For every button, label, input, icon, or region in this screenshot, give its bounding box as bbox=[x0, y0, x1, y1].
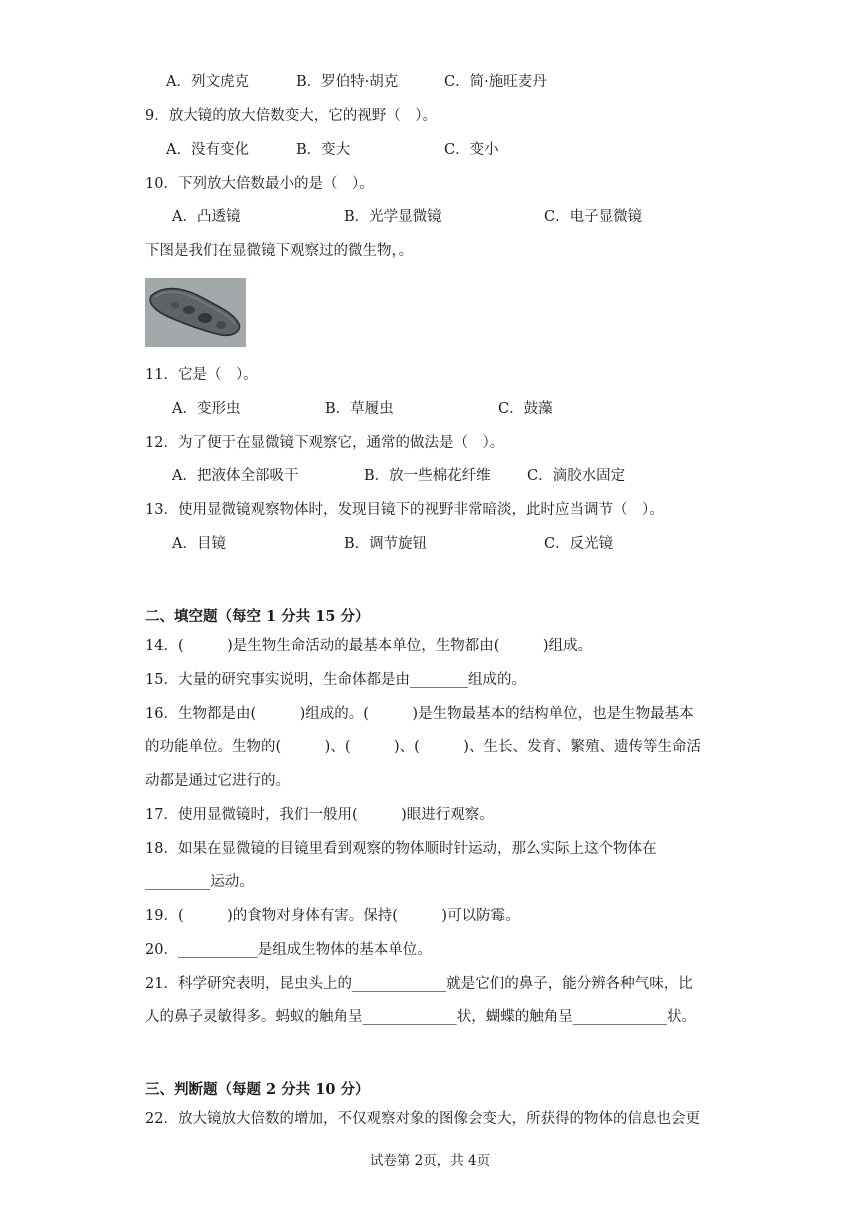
q10-option-a: A．凸透镜 bbox=[172, 209, 241, 225]
q8-option-b: B．罗伯特·胡克 bbox=[296, 74, 399, 90]
question-21-line-1: 21．科学研究表明，昆虫头上的_____________就是它们的鼻子，能分辨各种气味，比 bbox=[145, 976, 693, 992]
q13-option-a: A．目镜 bbox=[172, 536, 226, 552]
section-3-heading: 三、判断题（每题 2 分共 10 分） bbox=[145, 1081, 370, 1098]
q11-option-b: B．草履虫 bbox=[325, 401, 394, 417]
q8-option-a: A．列文虎克 bbox=[166, 74, 249, 90]
image-intro: 下图是我们在显微镜下观察过的微生物，。 bbox=[145, 243, 414, 259]
q12-option-b: B．放一些棉花纤维 bbox=[364, 468, 491, 484]
page-footer: 试卷第 2页，共 4页 bbox=[369, 1153, 491, 1169]
question-21-line-2: 人的鼻子灵敏得多。蚂蚁的触角呈_____________状，蝴蝶的触角呈_____________状。 bbox=[145, 1009, 696, 1025]
question-16-line-2: 的功能单位。生物的( )、( )、( )、生长、发育、繁殖、遗传等生命活 bbox=[145, 739, 701, 755]
question-14: 14．( )是生物生命活动的最基本单位，生物都由( )组成。 bbox=[145, 638, 593, 654]
q12-option-a: A．把液体全部吸干 bbox=[172, 468, 299, 484]
q10-option-c: C．电子显微镜 bbox=[544, 209, 643, 225]
question-17: 17．使用显微镜时，我们一般用( )眼进行观察。 bbox=[145, 807, 494, 823]
section-2-heading: 二、填空题（每空 1 分共 15 分） bbox=[145, 608, 370, 625]
question-20: 20．___________是组成生物体的基本单位。 bbox=[145, 942, 432, 958]
question-18-line-1: 18．如果在显微镜的目镜里看到观察的物体顺时针运动，那么实际上这个物体在 bbox=[145, 841, 657, 857]
q8-option-c: C．简·施旺麦丹 bbox=[444, 74, 547, 90]
question-10: 10．下列放大倍数最小的是（ ）。 bbox=[145, 176, 374, 192]
q11-option-c: C．鼓藻 bbox=[498, 401, 553, 417]
question-22-line-1: 22．放大镜放大倍数的增加，不仅观察对象的图像会变大，所获得的物体的信息也会更 bbox=[145, 1111, 700, 1127]
q11-option-a: A．变形虫 bbox=[172, 401, 241, 417]
question-15: 15．大量的研究事实说明，生命体都是由________组成的。 bbox=[145, 672, 526, 688]
q9-option-b: B．变大 bbox=[296, 142, 351, 158]
question-16-line-3: 动都是通过它进行的。 bbox=[145, 773, 290, 789]
question-11: 11．它是（ ）。 bbox=[145, 367, 258, 383]
paramecium-illustration bbox=[145, 278, 246, 347]
question-13: 13．使用显微镜观察物体时，发现目镜下的视野非常暗淡，此时应当调节（ ）。 bbox=[145, 502, 664, 518]
paramecium-image bbox=[145, 278, 246, 347]
q10-option-b: B．光学显微镜 bbox=[344, 209, 442, 225]
q9-option-c: C．变小 bbox=[444, 142, 499, 158]
question-18-line-2: _________运动。 bbox=[145, 874, 254, 890]
question-12: 12．为了便于在显微镜下观察它，通常的做法是（ ）。 bbox=[145, 435, 505, 451]
q9-option-a: A．没有变化 bbox=[166, 142, 249, 158]
question-9: 9．放大镜的放大倍数变大，它的视野（ ）。 bbox=[145, 108, 437, 124]
q12-option-c: C．滴胶水固定 bbox=[527, 468, 626, 484]
question-16-line-1: 16．生物都是由( )组成的。( )是生物最基本的结构单位，也是生物最基本 bbox=[145, 706, 694, 722]
q13-option-c: C．反光镜 bbox=[544, 536, 614, 552]
question-19: 19．( )的食物对身体有害。保持( )可以防霉。 bbox=[145, 908, 520, 924]
q13-option-b: B．调节旋钮 bbox=[344, 536, 428, 552]
